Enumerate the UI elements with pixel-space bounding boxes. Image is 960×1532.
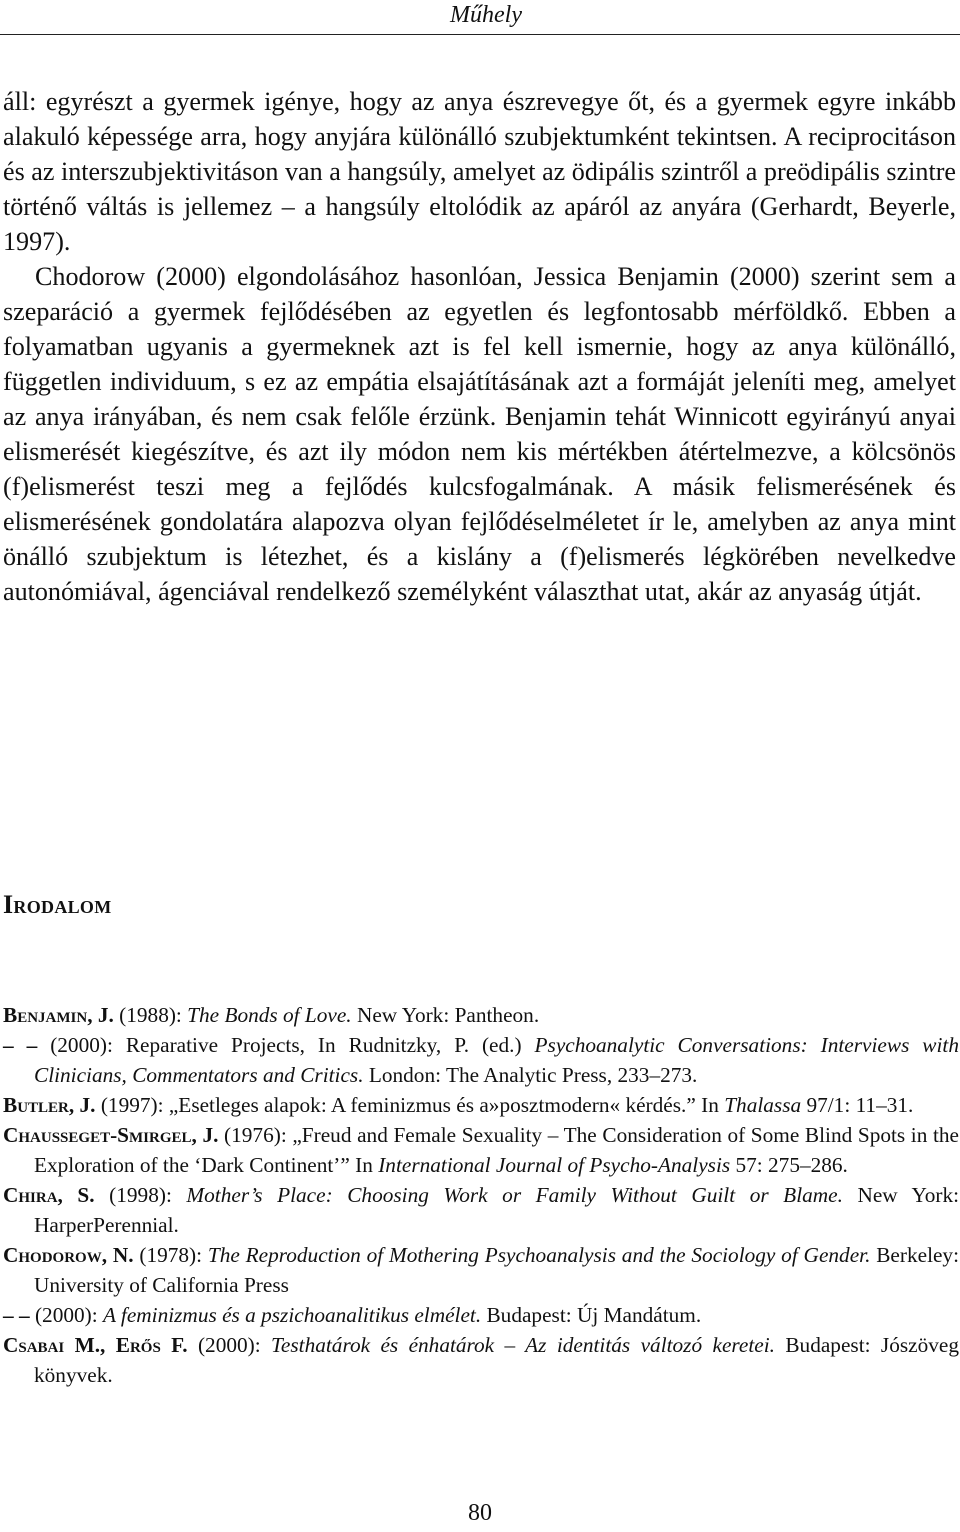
reference-entry [3, 1300, 959, 1330]
reference-author: Csabai M., Erős F. [3, 1333, 188, 1357]
reference-entry [3, 1180, 959, 1240]
body-text [3, 84, 956, 609]
reference-author: Chausseget-Smirgel, J. [3, 1123, 219, 1147]
reference-publisher: Budapest: Új Mandátum. [481, 1303, 702, 1327]
reference-title: Mother’s Place: Choosing Work or Family Without Guilt or Blame. [186, 1183, 843, 1207]
reference-entry [3, 1120, 959, 1180]
reference-author: – – [3, 1033, 38, 1057]
reference-entry [3, 1090, 959, 1120]
reference-text: (1988): [113, 1003, 188, 1027]
reference-author: Chodorow, N. [3, 1243, 134, 1267]
reference-publisher: Budapest: Jószöveg könyvek. [34, 1333, 959, 1387]
paragraph: áll: egyrészt a gyermek igénye, hogy az anya észrevegye őt, és a gyermek egyre inkább alakuló képessége arra, hogy anyjára különálló szubjektumként tekintsen. A reciprocitáson és az interszubjektivitáson van a hangsúly, amelyet az ödipális szintről a preödipális szintre történő váltás is jellemez – a hangsúly eltolódik az apáról az anyára (Gerhardt, Beyerle, 1997). [3, 87, 956, 256]
reference-entry [3, 1000, 959, 1030]
reference-text: (2000): [29, 1303, 103, 1327]
reference-title: The Reproduction of Mothering Psychoanalysis and the Sociology of Gender. [207, 1243, 871, 1267]
reference-text: (1976): „Freud and Female Sexuality – The Consideration of Some Blind Spots in the Exploration of the ‘Dark Continent’” In [34, 1123, 959, 1177]
running-header [0, 0, 960, 35]
reference-text: (1998): [94, 1183, 187, 1207]
reference-author: Chira, S. [3, 1183, 95, 1207]
reference-publisher: 57: 275–286. [730, 1153, 848, 1177]
reference-publisher: London: The Analytic Press, 233–273. [363, 1063, 698, 1087]
section-heading-references: Irodalom [3, 890, 112, 919]
reference-publisher: New York: Pantheon. [351, 1003, 540, 1027]
reference-title: Testhatárok és énhatárok – Az identitás változó keretei. [271, 1333, 775, 1357]
reference-title: A feminizmus és a pszichoanalitikus elmélet. [102, 1303, 482, 1327]
running-title: Műhely [450, 2, 522, 28]
reference-author: Butler, J. [3, 1093, 96, 1117]
reference-author: – – [3, 1303, 30, 1327]
paragraph: Chodorow (2000) elgondolásához hasonlóan, Jessica Benjamin (2000) szerint sem a szeparáció a gyermek fejlődésében az egyetlen és legfontosabb mérföldkő. Ebben a folyamatban ugyanis a gyermeknek azt is fel kell ismernie, hogy az anya különálló, független individuum, s ez az empátia elsajátításának azt a formáját jeleníti meg, amelyet az anya irányában, és nem csak felőle érzünk. Benjamin tehát Winnicott egyirányú anyai elismerését kiegészítve, és azt ily módon nem kis mértékben átértelmezve, a kölcsönös (f)elismerést teszi meg a fejlődés kulcsfogalmának. A másik felismerésének és elismerésének gondolatára alapozva olyan fejlődéselméletet ír le, amelyben az anya mint önálló szubjektum is létezhet, és a kislány a (f)elismerés légkörében nevelkedve autonómiával, ágenciával rendelkező személyként választhat utat, akár az anyaság útját. [3, 262, 956, 606]
reference-entry [3, 1030, 959, 1090]
page-number: 80 [468, 1500, 492, 1526]
reference-publisher: Berkeley: University of California Press [34, 1243, 960, 1297]
reference-entry [3, 1240, 959, 1300]
reference-entry [3, 1330, 959, 1390]
reference-title: The Bonds of Love. [187, 1003, 352, 1027]
reference-title: Psychoanalytic Conversations: Interviews with Clinicians, Commentators and Critics. [34, 1033, 959, 1087]
reference-publisher: 97/1: 11–31. [801, 1093, 914, 1117]
reference-text: (1978): [133, 1243, 208, 1267]
reference-text: (2000): Reparative Projects, In Rudnitzky, P. (ed.) [37, 1033, 535, 1057]
reference-author: Benjamin, J. [3, 1003, 114, 1027]
reference-text: (2000): [187, 1333, 272, 1357]
reference-publisher: New York: HarperPerennial. [34, 1183, 960, 1237]
reference-title: Thalassa [724, 1093, 802, 1117]
reference-list [3, 1000, 959, 1390]
reference-title: International Journal of Psycho-Analysis [378, 1153, 731, 1177]
reference-text: (1997): „Esetleges alapok: A feminizmus és a»posztmodern« kérdés.” In [95, 1093, 725, 1117]
